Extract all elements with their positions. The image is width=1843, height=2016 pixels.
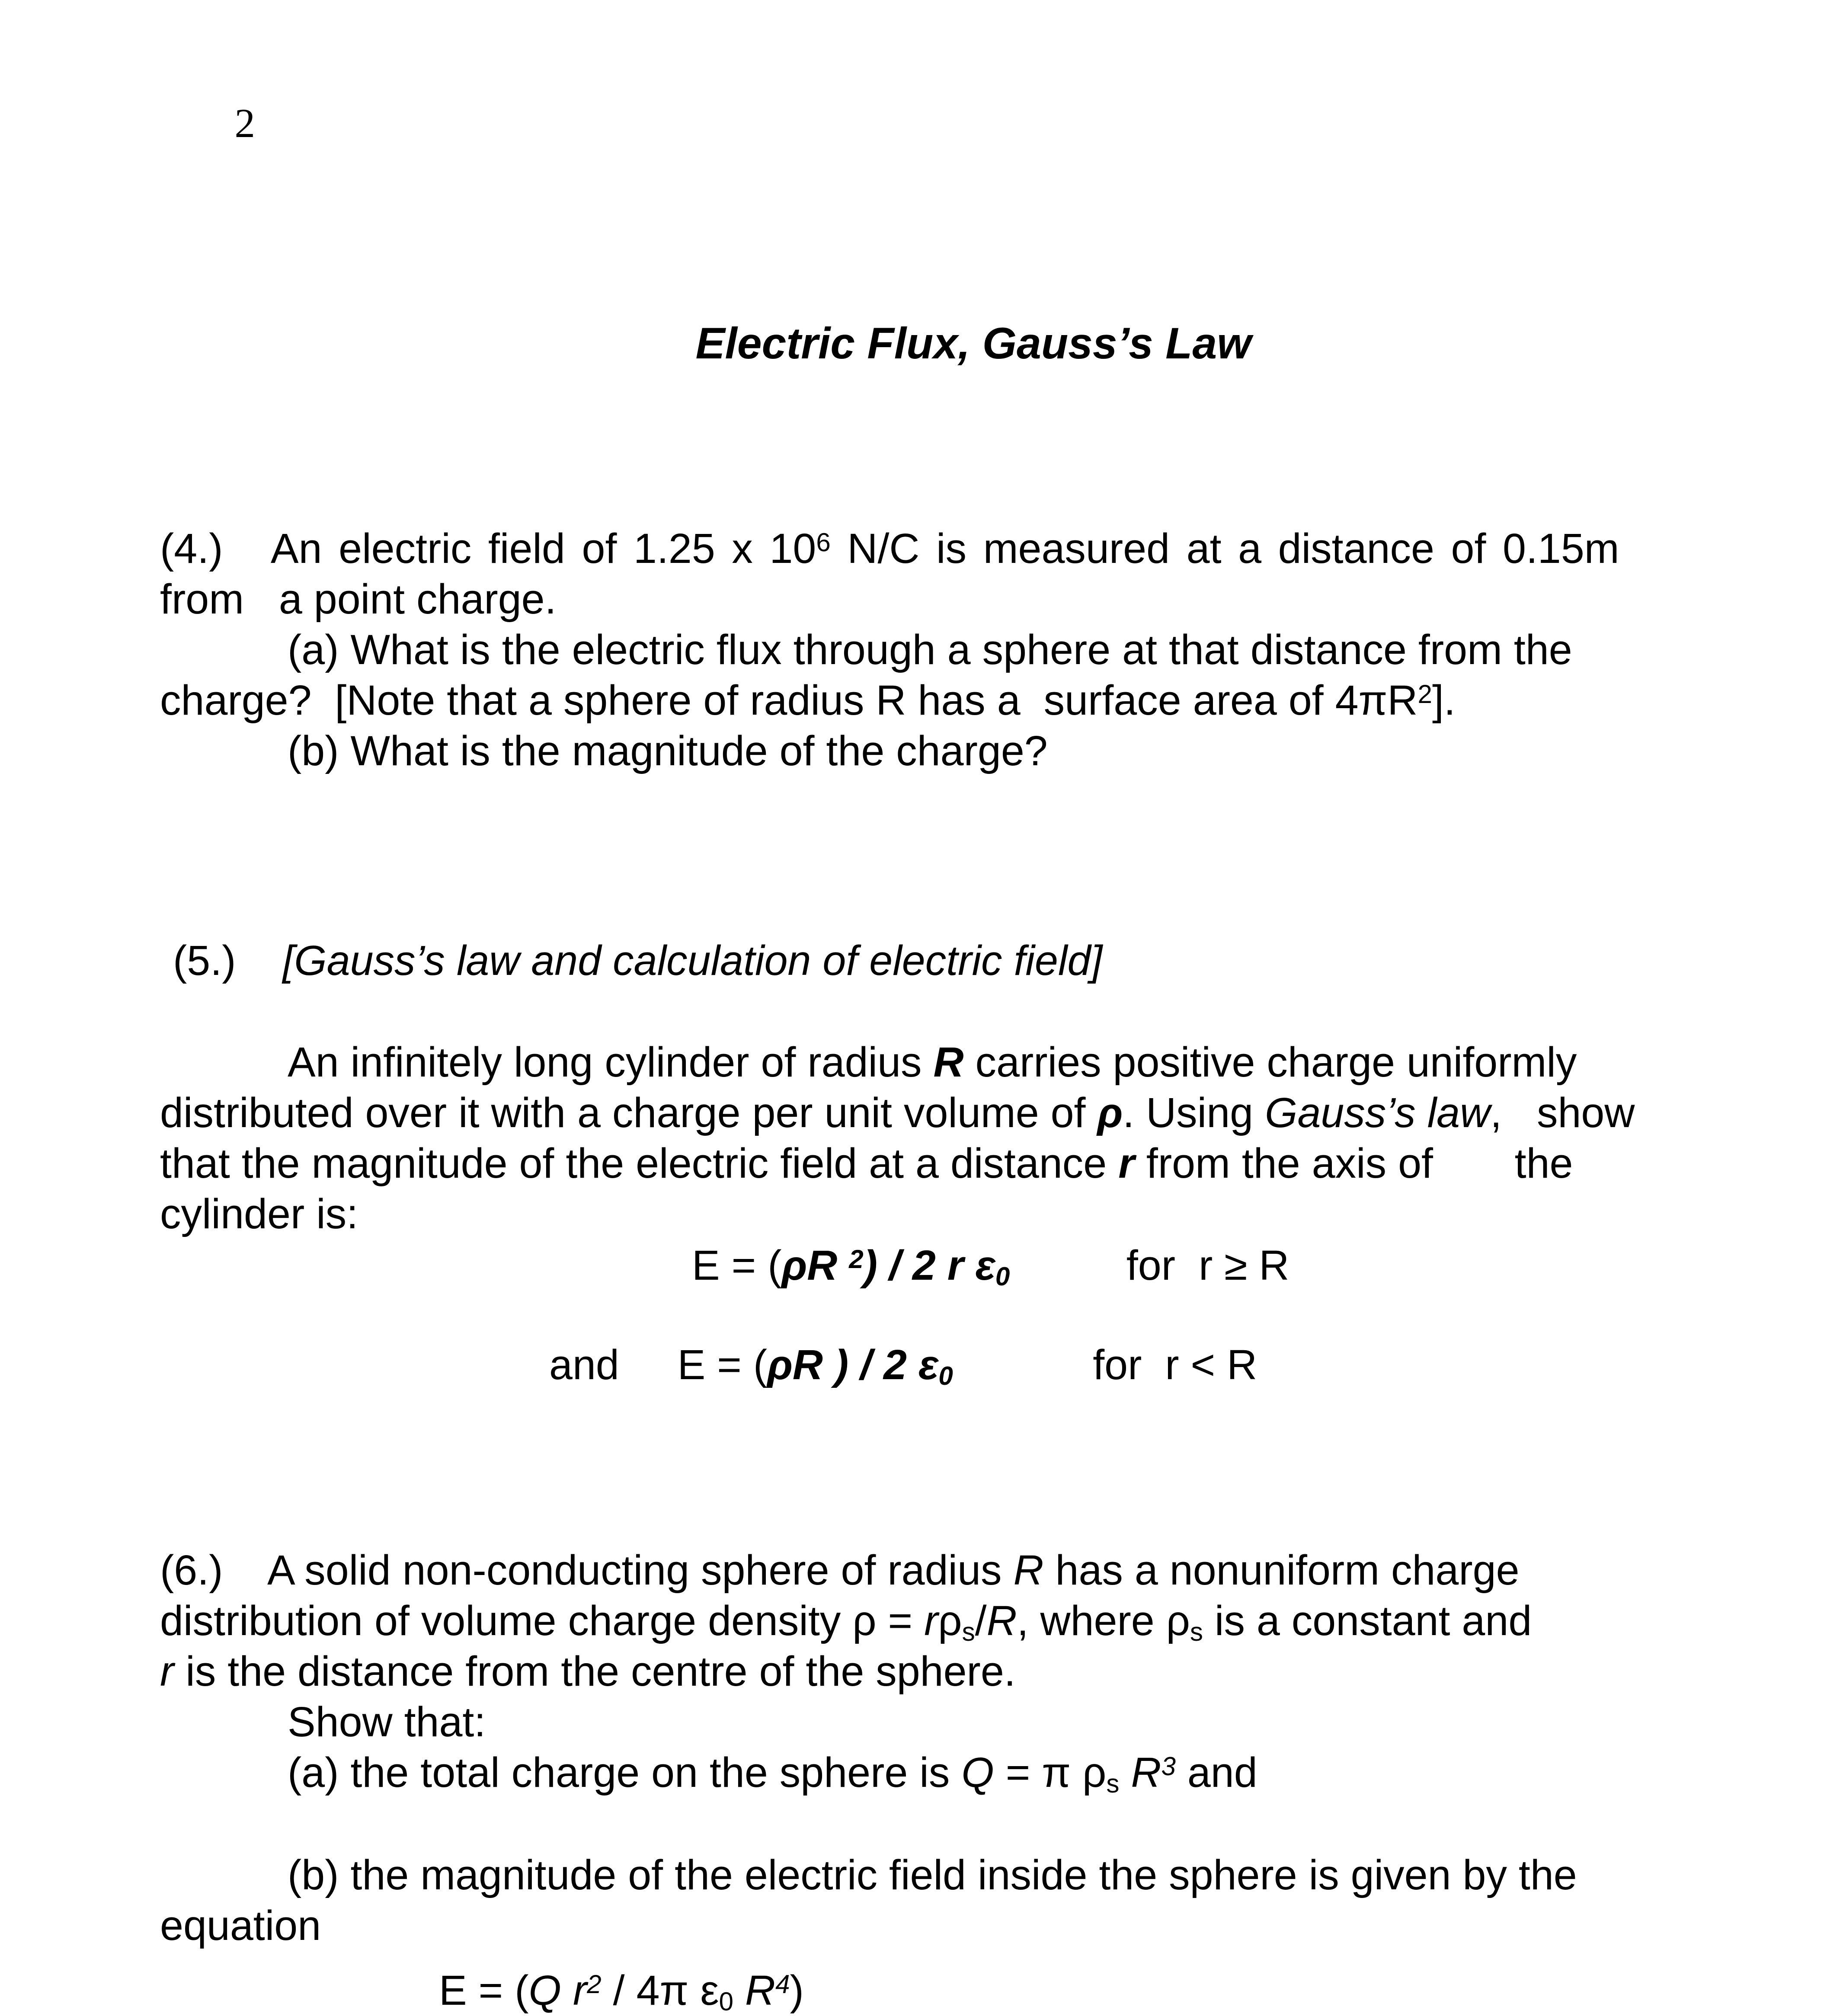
text-segment: distributed over it with a charge per unit volume of xyxy=(160,1089,1097,1136)
text-segment: (6.) A solid non-conducting sphere of radius xyxy=(160,1546,1014,1594)
text-segment: 0 xyxy=(938,1361,953,1391)
text-segment: (b) What is the magnitude of the charge? xyxy=(288,727,1048,774)
text-segment: 0 xyxy=(995,1262,1010,1291)
problem-6-line-3 xyxy=(160,1646,1713,1697)
text-segment: charge? [Note that a sphere of radius R has a surface area of 4πR xyxy=(160,677,1418,724)
text-segment: s xyxy=(1106,1769,1120,1799)
text-segment: equation xyxy=(160,1902,321,1949)
problem-5-heading xyxy=(160,935,1713,986)
document-lines xyxy=(160,523,1713,2016)
text-segment: is the distance from the centre of the sphere. xyxy=(174,1648,1016,1695)
document-title-line xyxy=(160,268,1713,419)
text-segment: R xyxy=(1013,1546,1044,1594)
problem-4-part-b xyxy=(160,725,1713,776)
text-segment: is a constant and xyxy=(1203,1597,1532,1644)
text-segment: and E = ( xyxy=(549,1341,768,1388)
equation-outside-cylinder xyxy=(160,1240,1713,1291)
text-segment: r xyxy=(160,1648,174,1695)
problem-4-line-1 xyxy=(160,523,1713,574)
text-segment: R xyxy=(745,1967,776,2014)
text-segment: 4 xyxy=(775,1969,790,1999)
text-segment: that the magnitude of the electric field at a distance xyxy=(160,1140,1119,1187)
text-segment: r xyxy=(1118,1140,1135,1187)
text-segment: . Using xyxy=(1123,1089,1265,1136)
problem-4-line-2 xyxy=(160,574,1713,624)
text-segment: carries positive charge uniformly xyxy=(963,1038,1577,1086)
text-segment: Gauss’s law xyxy=(1265,1089,1491,1136)
page-title: Electric Flux, Gauss’s Law xyxy=(695,319,1251,368)
problem-6-part-b xyxy=(160,1850,1713,1900)
text-segment: distribution of volume charge density ρ = xyxy=(160,1597,925,1644)
text-segment: for r ≥ R xyxy=(1010,1242,1289,1289)
text-segment xyxy=(733,1967,745,2014)
problem-5-line-2 xyxy=(160,1087,1713,1138)
text-segment: Q xyxy=(961,1749,994,1796)
text-segment: for r < R xyxy=(953,1341,1257,1388)
problem-5-line-4 xyxy=(160,1189,1713,1239)
text-segment: from the axis of the xyxy=(1134,1140,1573,1187)
text-segment xyxy=(1119,1749,1131,1796)
text-segment: , where ρ xyxy=(1017,1597,1190,1644)
page-number: 2 xyxy=(234,100,255,146)
text-segment: ρ xyxy=(938,1597,962,1644)
text-segment: 2 xyxy=(1417,679,1432,709)
text-segment: ρR xyxy=(781,1242,849,1289)
text-segment: and xyxy=(1175,1749,1257,1796)
text-segment: 2 xyxy=(849,1244,864,1274)
text-segment: cylinder is: xyxy=(160,1190,358,1237)
text-segment: ) / 2 r ε xyxy=(863,1242,995,1289)
text-segment: 3 xyxy=(1161,1751,1176,1781)
text-segment: ) / 2 ε xyxy=(822,1341,939,1388)
text-segment: 2 xyxy=(587,1969,602,1999)
text-segment: (4.) An electric field of 1.25 x 10 xyxy=(160,525,816,572)
text-segment: E = ( xyxy=(439,1967,529,2014)
text-segment: (5.) xyxy=(173,937,283,984)
text-segment: An infinitely long cylinder of radius xyxy=(288,1038,934,1086)
text-segment: , show xyxy=(1490,1089,1635,1136)
problem-6-part-a xyxy=(160,1747,1713,1798)
text-segment: Show that: xyxy=(288,1698,486,1745)
text-segment: (b) the magnitude of the electric field inside the sphere is given by the xyxy=(288,1851,1577,1898)
page-number-line xyxy=(160,48,1713,199)
text-segment: = π ρ xyxy=(994,1749,1107,1796)
text-segment: E = ( xyxy=(692,1242,782,1289)
problem-4-part-a xyxy=(160,624,1713,675)
text-segment: 0 xyxy=(719,1987,734,2016)
text-segment: R xyxy=(933,1038,964,1086)
text-segment: [Gauss’s law and calculation of electric field] xyxy=(282,937,1103,984)
text-segment xyxy=(561,1967,573,2014)
text-segment: ρR xyxy=(767,1341,823,1388)
equation-inside-cylinder xyxy=(160,1339,1713,1390)
text-segment: r xyxy=(924,1597,938,1644)
text-segment: s xyxy=(1190,1617,1203,1647)
problem-6-equation-label xyxy=(160,1900,1713,1951)
text-segment: R xyxy=(1131,1749,1161,1796)
text-segment: N/C is measured at a distance of 0.15m xyxy=(830,525,1619,572)
text-segment: R xyxy=(986,1597,1017,1644)
problem-4-note-line xyxy=(160,675,1713,725)
text-segment: Q xyxy=(528,1967,561,2014)
text-segment: 6 xyxy=(816,527,831,557)
problem-6-line-2 xyxy=(160,1595,1713,1646)
text-segment: ]. xyxy=(1432,677,1456,724)
text-segment: (a) What is the electric flux through a sphere at that distance from the xyxy=(288,626,1572,673)
text-segment: s xyxy=(962,1617,975,1647)
text-segment: / xyxy=(975,1597,987,1644)
text-segment: ρ xyxy=(1097,1089,1123,1136)
text-segment: has a nonuniform charge xyxy=(1043,1546,1520,1594)
problem-5-line-1 xyxy=(160,1037,1713,1087)
problem-5-line-3 xyxy=(160,1138,1713,1189)
equation-inside-sphere xyxy=(160,1965,1713,2016)
text-segment: / 4π ε xyxy=(601,1967,719,2014)
problem-6-show-that xyxy=(160,1697,1713,1747)
text-segment: from a point charge. xyxy=(160,575,557,623)
problem-6-line-1 xyxy=(160,1545,1713,1595)
text-segment: ) xyxy=(790,1967,804,2014)
text-segment: (a) the total charge on the sphere is xyxy=(288,1749,962,1796)
text-segment: r xyxy=(573,1967,587,2014)
